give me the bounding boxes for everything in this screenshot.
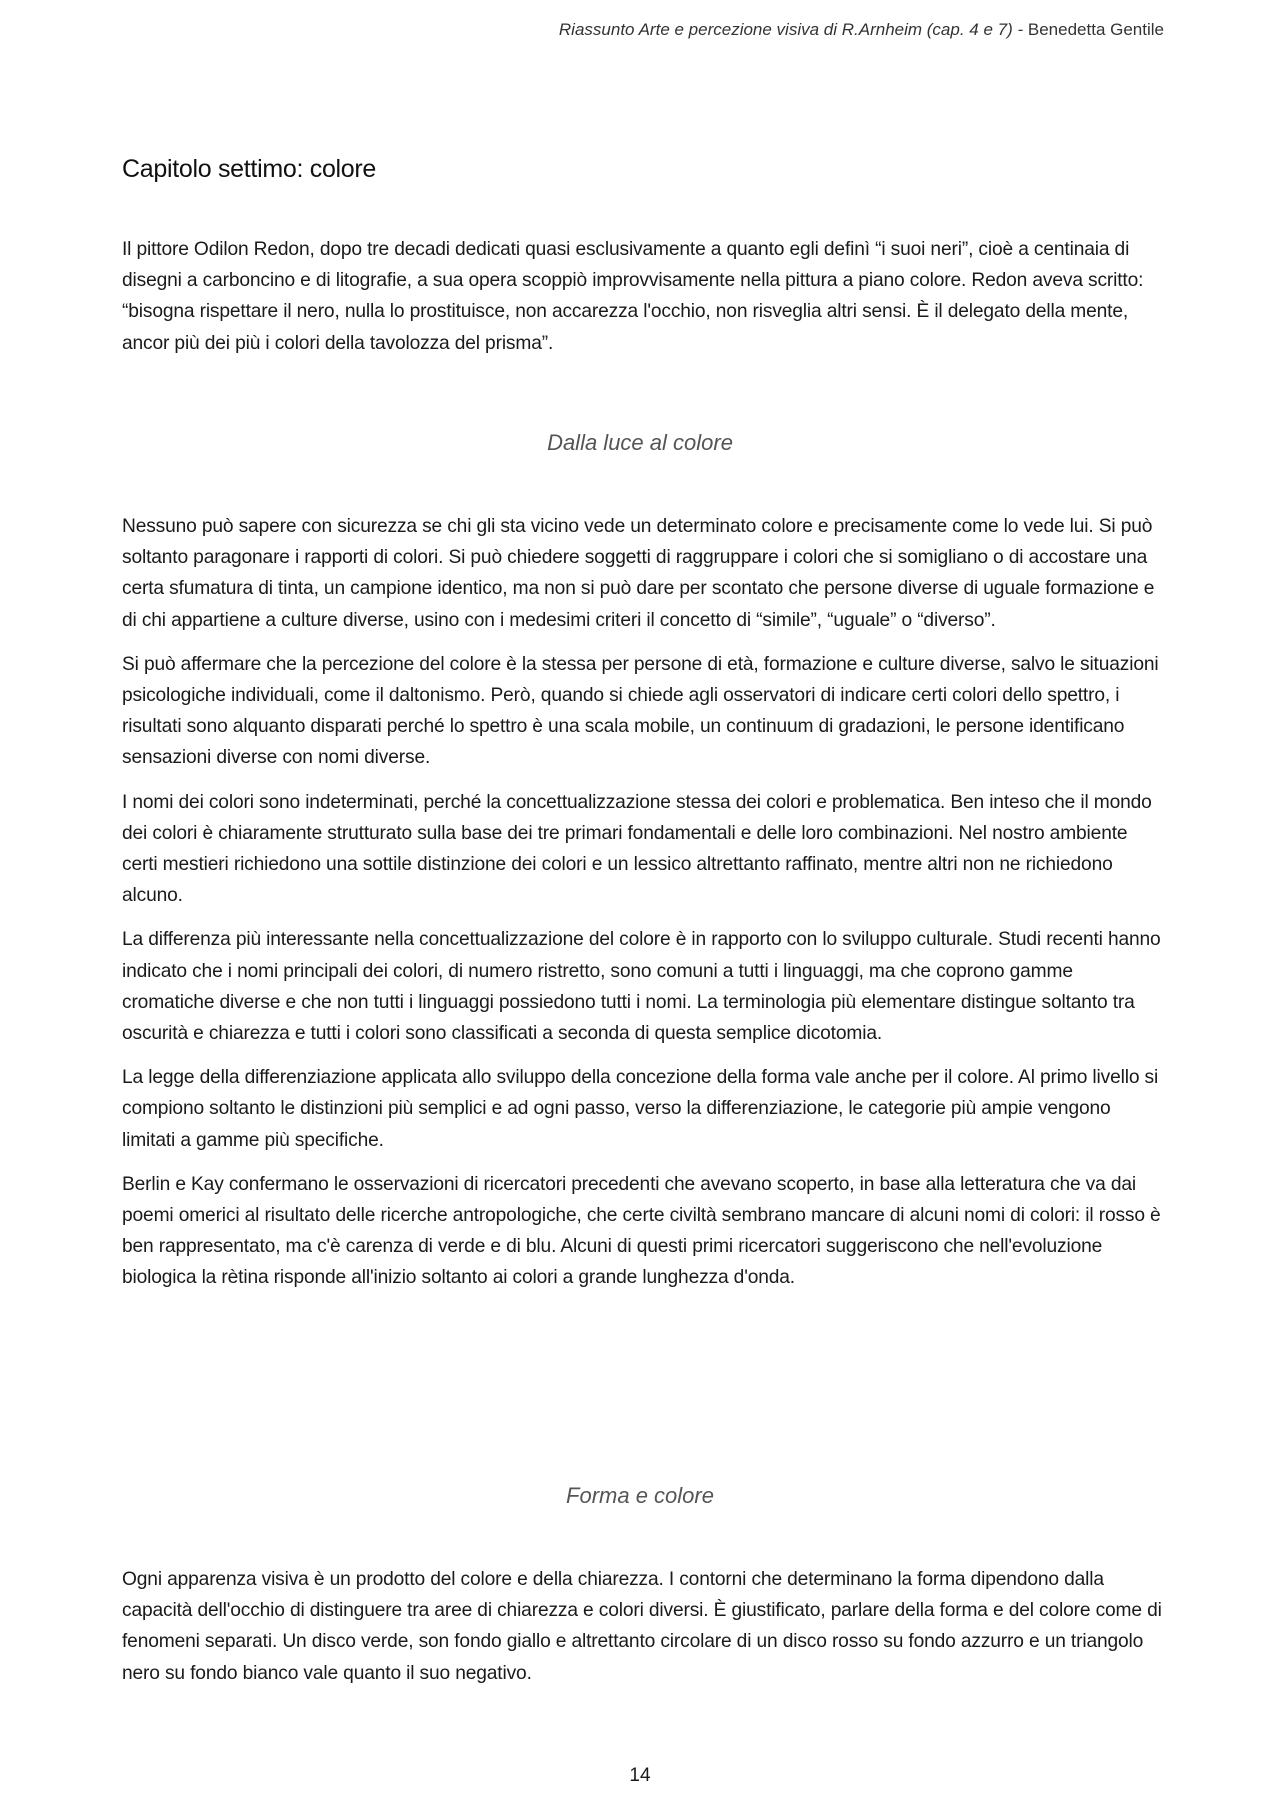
- section1-paragraph-4: La differenza più interessante nella concettualizzazione del colore è in rapporto con lo sviluppo culturale. Studi recenti hanno indicato che i nomi principali dei colori, di numero ristretto, sono comuni a tutti i linguaggi, ma che coprono gamme cromatiche diverse e che non tutti i linguaggi possiedono tutti i nomi. La terminologia più elementare distingue soltanto tra oscurità e chiarezza e tutti i colori sono classificati a seconda di questa semplice dicotomia.: [122, 929, 1161, 1045]
- section1-paragraph-1: Nessuno può sapere con sicurezza se chi gli sta vicino vede un determinato colore e precisamente come lo vede lui. Si può soltanto paragonare i rapporti di colori. Si può chiedere soggetti di raggruppare i colori che si somigliano o di accostare una certa sfumatura di tinta, un campione identico, ma non si può dare per scontato che persone diverse di uguale formazione e di chi appartiene a culture diverse, usino con i medesimi criteri il concetto di “simile”, “uguale” o “diverso”.: [122, 516, 1155, 631]
- section2-paragraph-1: Ogni apparenza visiva è un prodotto del colore e della chiarezza. I contorni che determinano la forma dipendono dalla capacità dell'occhio di distinguere tra aree di chiarezza e colori diversi. È giustificato, parlare della forma e del colore come di fenomeni separati. Un disco verde, son fondo giallo e altrettanto circolare di un disco rosso su fondo azzurro e un triangolo nero su fondo bianco vale quanto il suo negativo.: [122, 1569, 1162, 1684]
- intro-section: [122, 234, 1162, 372]
- section1-body: [122, 511, 1162, 1307]
- section-heading-dalla-luce: Dalla luce al colore: [547, 430, 733, 455]
- intro-paragraph: Il pittore Odilon Redon, dopo tre decadi dedicati quasi esclusivamente a quanto egli definì “i suoi neri”, cioè a centinaia di disegni a carboncino e di litografie, a sua opera scoppiò improvvisamente nella pittura a piano colore. Redon aveva scritto: “bisogna rispettare il nero, nulla lo prostituisce, non accarezza l'occhio, non risveglia altri sensi. È il delegato della mente, ancor più dei più i colori della tavolozza del prisma”.: [122, 239, 1144, 354]
- chapter-title: Capitolo settimo: colore: [122, 155, 377, 183]
- header-author: Benedetta Gentile: [1027, 20, 1164, 39]
- section1-paragraph-5: La legge della differenziazione applicata allo sviluppo della concezione della forma vale anche per il colore. Al primo livello si compiono soltanto le distinzioni più semplici e ad ogni passo, verso la differenziazione, le categorie più ampie vengono limitati a gamme più specifiche.: [122, 1067, 1159, 1151]
- section1-paragraph-6: Berlin e Kay confermano le osservazioni di ricercatori precedenti che avevano scoperto, in base alla letteratura che va dai poemi omerici al risultato delle ricerche antropologiche, che certe civiltà sembrano mancare di alcuni nomi di colori: il rosso è ben rappresentato, ma c'è carenza di verde e di blu. Alcuni di questi primi ricercatori suggeriscono che nell'evoluzione biologica la rètina risponde all'inizio soltanto ai colori a grande lunghezza d'onda.: [122, 1173, 1161, 1289]
- page-number: 14: [629, 1765, 651, 1786]
- section2-body: [122, 1564, 1162, 1702]
- section-heading-forma-e-colore: Forma e colore: [566, 1483, 714, 1508]
- header-title: Riassunto Arte e percezione visiva di R.Arnheim (cap. 4 e 7) -: [558, 20, 1024, 39]
- section1-paragraph-3: I nomi dei colori sono indeterminati, perché la concettualizzazione stessa dei colori e problematica. Ben inteso che il mondo dei colori è chiaramente strutturato sulla base dei tre primari fondamentali e delle loro combinazioni. Nel nostro ambiente certi mestieri richiedono una sottile distinzione dei colori e un lessico altrettanto raffinato, mentre altri non ne richiedono alcuno.: [122, 791, 1152, 907]
- running-header: [559, 20, 1164, 40]
- section1-paragraph-2: Si può affermare che la percezione del colore è la stessa per persone di età, formazione e culture diverse, salvo le situazioni psicologiche individuali, come il daltonismo. Però, quando si chiede agli osservatori di indicare certi colori dello spettro, i risultati sono alquanto disparati perché lo spettro è una scala mobile, un continuum di gradazioni, le persone identificano sensazioni diverse con nomi diverse.: [122, 653, 1159, 769]
